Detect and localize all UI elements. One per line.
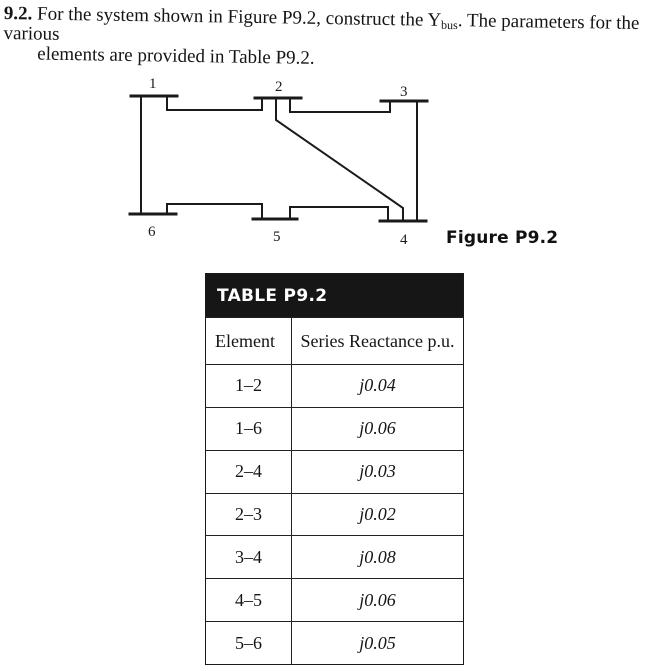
ybus-subscript: bus [440,17,458,33]
bus-label-2: 2 [275,79,283,95]
table-row [206,535,463,578]
bus-label-4: 4 [400,232,408,248]
element-cell: 3–4 [206,536,292,578]
table-header-row [206,317,463,364]
element-cell: 2–3 [206,494,292,536]
table-row [206,621,463,664]
reactance-cell: j0.06 [359,589,396,610]
element-cell: 2–4 [206,451,292,493]
table-row [206,578,463,621]
line-5-6 [167,204,262,219]
reactance-cell: j0.02 [359,504,396,524]
element-cell: 1–2 [206,365,292,407]
column-header-element: Element [206,318,292,364]
reactance-cell: j0.04 [359,375,396,396]
line-2-4 [276,98,403,221]
problem-text-line2: elements are provided in Table P9.2. [37,43,315,69]
table-row [206,364,463,407]
table-row [206,493,463,536]
bus-label-3: 3 [400,84,408,100]
figure-caption: Figure P9.2 [446,228,559,248]
problem-number: 9.2. [3,3,33,25]
bus-label-5: 5 [273,229,281,245]
element-cell: 5–6 [206,622,292,664]
bus-label-6: 6 [148,224,156,240]
problem-text-part1: For the system shown in Figure P9.2, construct the Y [36,3,442,31]
table-row [206,450,463,493]
reactance-cell: j0.06 [359,418,396,439]
parameter-table [205,273,464,665]
reactance-cell: j0.03 [359,461,396,482]
problem-text-part2: . The parameters for the various [3,10,640,45]
reactance-cell: j0.08 [359,546,396,567]
column-header-reactance: Series Reactance p.u. [300,330,455,351]
reactance-cell: j0.05 [359,632,396,653]
line-1-2 [167,96,262,110]
element-cell: 1–6 [206,408,292,450]
line-4-5 [290,207,388,221]
bus-label-1: 1 [149,76,157,92]
table-row [206,407,463,450]
line-2-3 [290,98,390,112]
element-cell: 4–5 [206,579,292,621]
table-title: TABLE P9.2 [206,274,463,317]
